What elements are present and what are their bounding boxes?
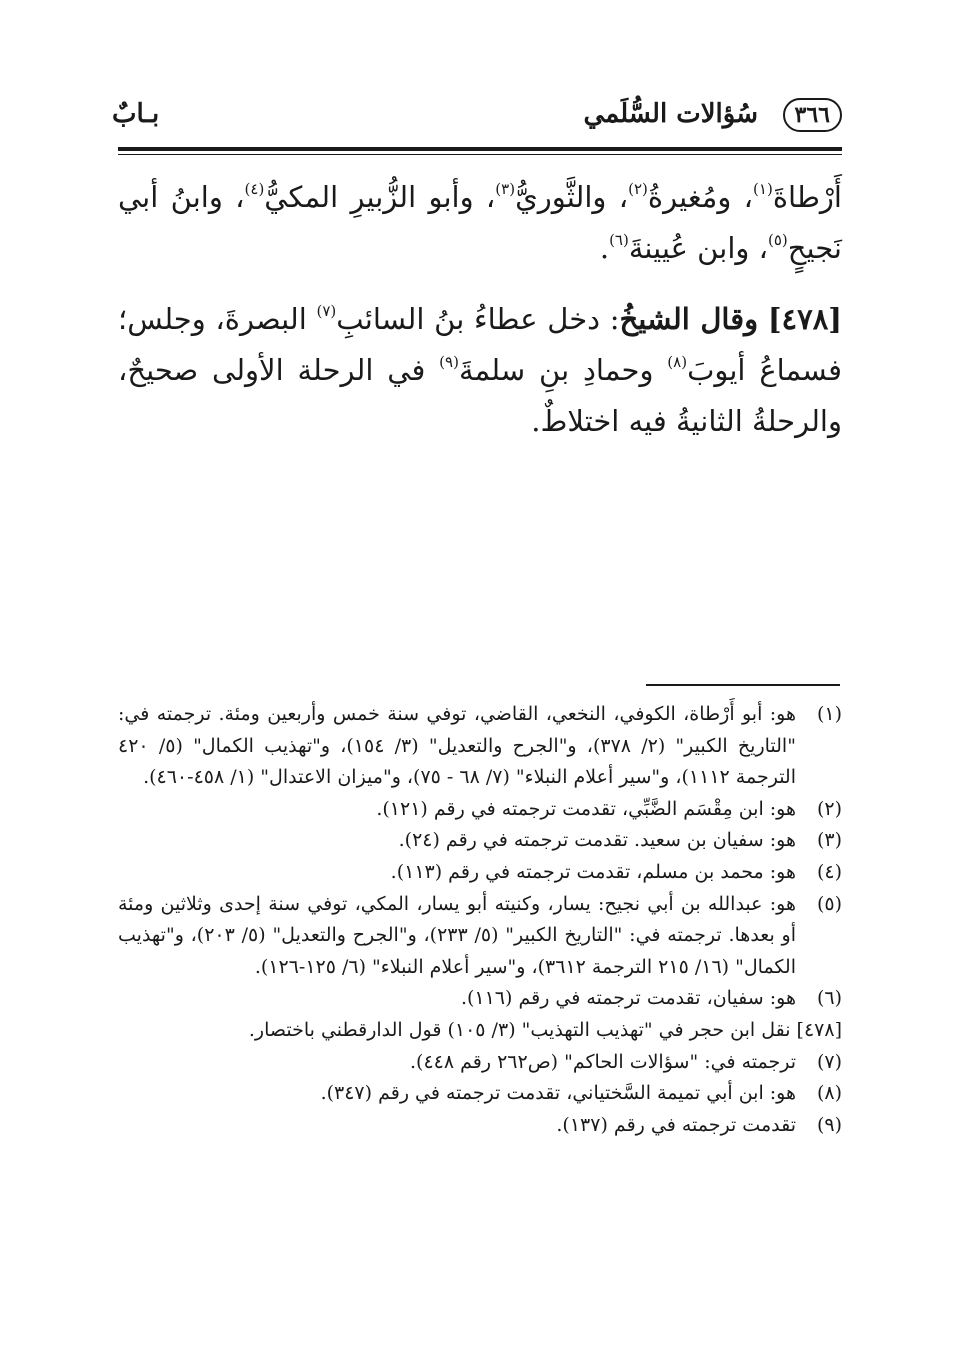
footnote-text: هو: أبو أَرْطاة، الكوفي، النخعي، القاضي، توفي سنة خمس وأربعين ومئة. ترجمته في: "التاريخ الكبير" (٢/ ٣٧٨)، و"الجرح والتعديل" (٣/ ١٥٤)، و"تهذيب الكمال" (٥/ ٤٢٠ الترجمة ١١١٢)، و"سير أعلام النبلاء" (٧/ ٦٨ - ٧٥)، و"ميزان الاعتدال" (١/ ٤٥٨-٤٦٠).: [118, 703, 796, 789]
text-run: ، وابنُ أبي نَجيحٍ: [118, 180, 842, 265]
footnote-7: [118, 1047, 842, 1079]
footnote-number: (١): [816, 703, 842, 725]
footnote-number: (٩): [816, 1113, 842, 1136]
footnote-ref: (٨): [667, 353, 688, 371]
footnote-number: (٥): [816, 892, 842, 915]
footnote-text: ترجمته في: "سؤالات الحاكم" (ص٢٦٢ رقم ٤٤٨).: [410, 1050, 796, 1073]
footnote-5: [118, 889, 842, 984]
entry-number: [٤٧٨]: [767, 302, 843, 336]
footnote-text: هو: سفيان بن سعيد. تقدمت ترجمته في رقم (٢٤).: [398, 829, 796, 852]
footnote-number: (٦): [816, 987, 842, 1010]
header-rule-thin: [118, 154, 842, 155]
chapter-title: بـابٌ: [112, 99, 160, 129]
footnote-number: (٤): [816, 860, 842, 883]
footnote-1: [118, 699, 842, 794]
text-run: ، والثَّوريُّ: [515, 180, 629, 214]
footnote-3: [118, 825, 842, 857]
footnote-text: هو: محمد بن مسلم، تقدمت ترجمته في رقم (١١٣).: [390, 860, 796, 883]
footnote-ref: (١): [753, 180, 773, 198]
page-header: [112, 96, 842, 142]
text-run: أَرْطاةَ: [772, 180, 842, 214]
footnote-478-note: [118, 1015, 842, 1047]
text-run: .: [599, 231, 610, 265]
footnote-ref: (٢): [628, 180, 648, 198]
footnote-ref: (٩): [439, 353, 459, 371]
header-rule-thick: [118, 147, 842, 151]
footnote-text: هو: سفيان، تقدمت ترجمته في رقم (١١٦).: [460, 987, 796, 1010]
footnote-text: تقدمت ترجمته في رقم (١٣٧).: [556, 1113, 796, 1136]
footnote-number: (٢): [816, 797, 842, 820]
text-run: في الرحلة الأولى صحيحٌ، والرحلةُ الثانيةُ فيه اختلاطٌ.: [118, 353, 842, 438]
footnote-9: [118, 1110, 842, 1142]
text-run: ، وأبو الزُّبيرِ المكيُّ: [264, 180, 496, 214]
text-run: ، ومُغيرةُ: [647, 180, 754, 214]
page-number: ٣٦٦: [783, 98, 842, 132]
footnote-number: (٧): [816, 1050, 842, 1073]
paragraph-478: [118, 294, 842, 447]
text-run: وحمادِ بنِ سلمةَ: [458, 353, 668, 387]
footnote-text: [٤٧٨] نقل ابن حجر في "تهذيب التهذيب" (٣/ ١٠٥) قول الدارقطني باختصار.: [248, 1018, 842, 1041]
paragraph-continuation: [118, 172, 842, 274]
text-run: : دخل عطاءُ بنُ السائبِ: [336, 302, 620, 336]
footnote-2: [118, 794, 842, 826]
footnote-text: هو: عبدالله بن أبي نجيح: يسار، وكنيته أبو يسار، المكي، توفي سنة إحدى وثلاثين ومئة أو بعدها. ترجمته في: "التاريخ الكبير" (٥/ ٢٣٣)، و"الجرح والتعديل" (٥/ ٢٠٣)، و"تهذيب الكمال" (١٦/ ٢١٥ الترجمة ٣٦١٢)، و"سير أعلام النبلاء" (٦/ ١٢٥-١٢٦).: [118, 892, 796, 978]
entry-lead: وقال الشيخُ: [619, 302, 759, 336]
footnote-separator: [646, 684, 840, 686]
footnote-ref: (٤): [244, 180, 265, 198]
footnote-ref: (٦): [609, 231, 629, 249]
footnote-text: هو: ابن مِقْسَم الضَّبِّي، تقدمت ترجمته في رقم (١٢١).: [376, 797, 796, 820]
footnote-6: [118, 983, 842, 1015]
footnote-number: (٣): [816, 829, 842, 852]
footnote-ref: (٥): [767, 231, 788, 249]
running-title: سُؤالات السُّلَمي: [583, 99, 758, 129]
footnote-ref: (٧): [316, 302, 337, 320]
main-text: [118, 172, 842, 447]
text-run: ، وابن عُيينةَ: [628, 231, 768, 265]
footnote-8: [118, 1078, 842, 1110]
footnote-number: (٨): [816, 1082, 842, 1105]
footnote-4: [118, 857, 842, 889]
footnote-ref: (٣): [495, 180, 516, 198]
text-run: البصرةَ، وجلس؛ فسماعُ أيوبَ: [118, 302, 842, 387]
footnote-text: هو: ابن أبي تميمة السَّختياني، تقدمت ترجمته في رقم (٣٤٧).: [320, 1082, 796, 1105]
footnotes: [118, 699, 842, 1141]
